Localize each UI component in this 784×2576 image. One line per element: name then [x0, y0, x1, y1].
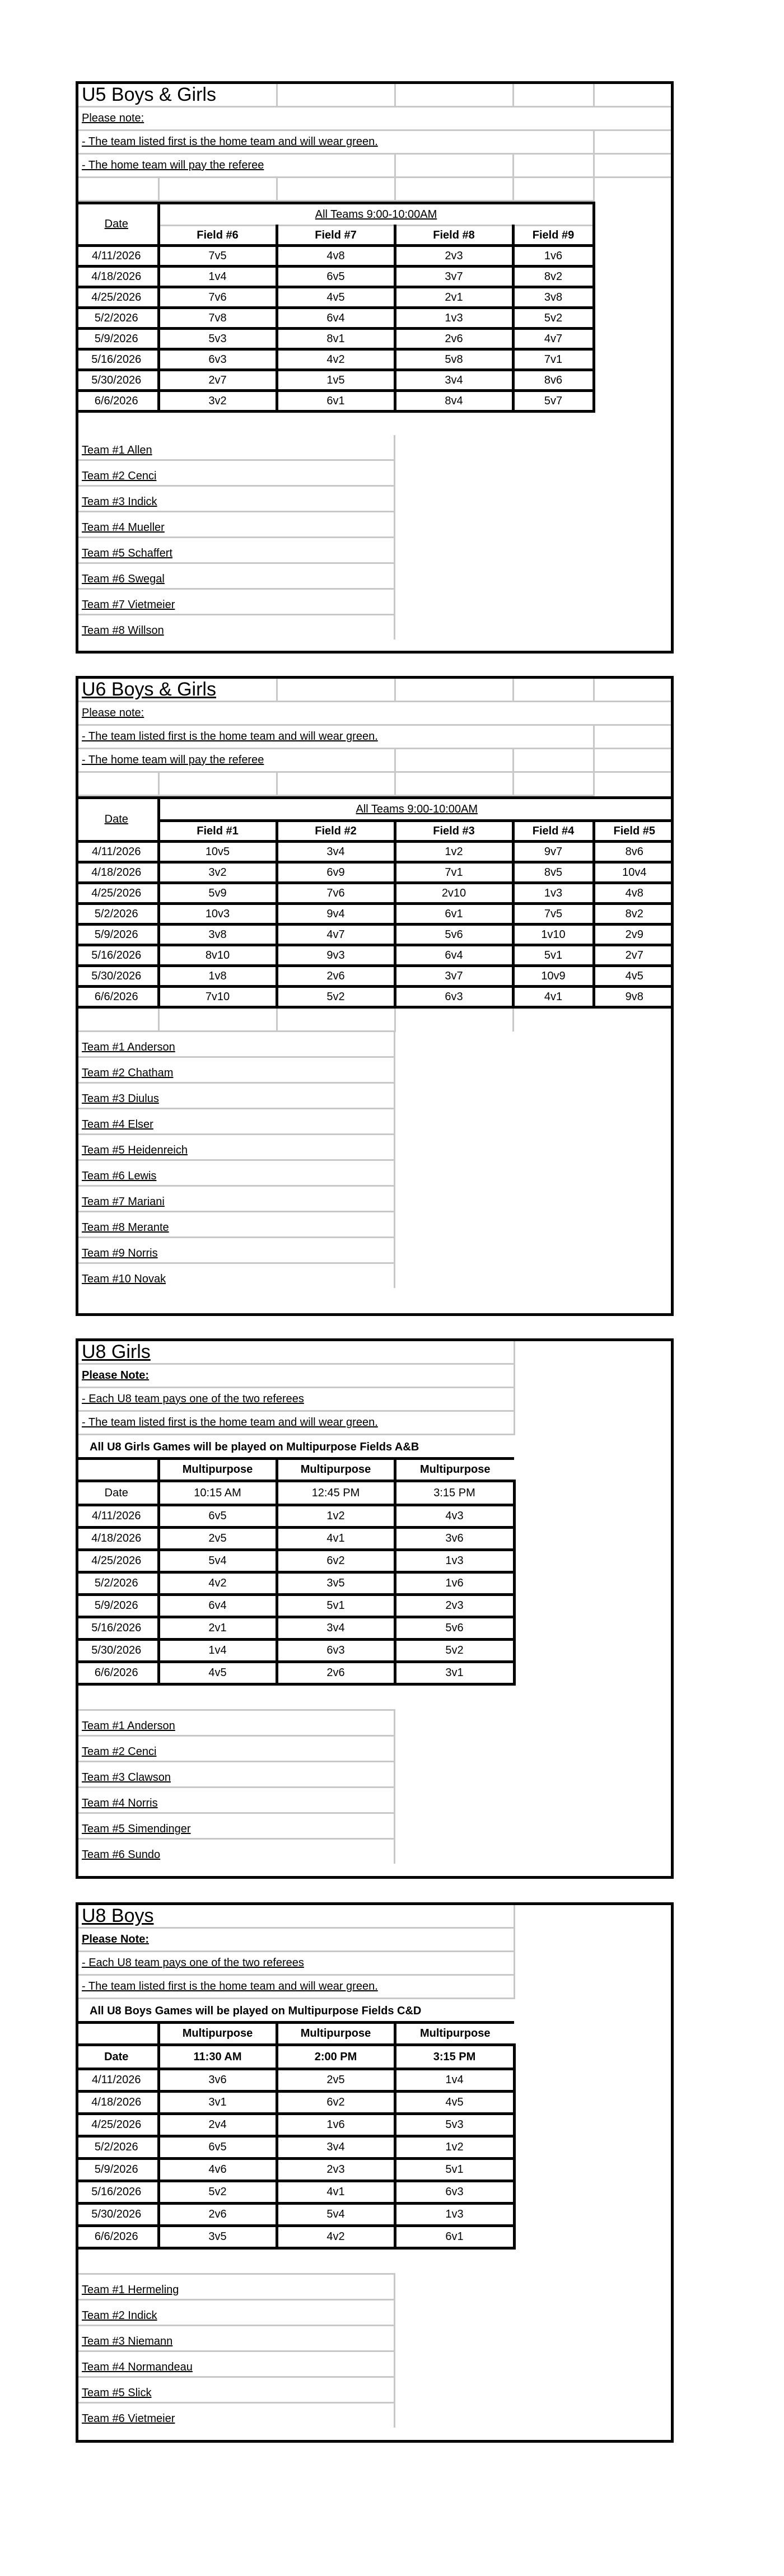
game-cell: 1v3 — [395, 308, 513, 329]
game-cell: 3v2 — [158, 391, 277, 412]
schedule-row — [76, 1595, 514, 1617]
team-list-item: Team #4 Norris — [78, 1788, 395, 1813]
game-cell: 4v5 — [158, 1662, 277, 1684]
game-cell: 3v7 — [395, 966, 513, 987]
schedule-row — [76, 945, 674, 966]
game-cell: 10v9 — [513, 966, 594, 987]
game-cell: 7v8 — [158, 308, 277, 329]
game-cell: 2v1 — [158, 1617, 277, 1640]
game-cell: 7v10 — [158, 987, 277, 1007]
schedule-row — [76, 2136, 514, 2159]
game-cell: 6v2 — [277, 1550, 395, 1572]
date-cell: 5/30/2026 — [76, 2204, 158, 2226]
game-cell: 3v2 — [158, 862, 277, 883]
game-cell: 4v3 — [395, 1505, 514, 1528]
u8b-field-header: Multipurpose — [395, 2023, 514, 2045]
u8g-time-header: 12:45 PM — [277, 1481, 395, 1505]
u8g-banner: All U8 Girls Games will be played on Multipurpose Fields A&B — [90, 1441, 419, 1453]
u6-date-header: Date — [76, 798, 158, 842]
u5-schedule-table — [76, 202, 595, 413]
team-list-item: Team #4 Mueller — [78, 512, 395, 538]
game-cell: 5v4 — [277, 2204, 395, 2226]
u5-field-header: Field #6 — [158, 226, 277, 246]
game-cell: 6v4 — [158, 1595, 277, 1617]
team-list-item: Team #7 Vietmeier — [78, 589, 395, 615]
game-cell: 3v5 — [277, 1572, 395, 1595]
date-cell: 4/25/2026 — [76, 883, 158, 904]
team-list-item: Team #1 Anderson — [78, 1710, 395, 1736]
u8b-section — [76, 1902, 674, 2443]
schedule-row — [76, 329, 594, 349]
game-cell: 1v5 — [277, 370, 395, 391]
date-cell: 5/9/2026 — [76, 329, 158, 349]
game-cell: 5v1 — [513, 945, 594, 966]
team-list-item: Team #1 Hermeling — [78, 2274, 395, 2300]
u6-section — [76, 676, 674, 1316]
schedule-row — [76, 267, 594, 287]
schedule-row — [76, 2226, 514, 2248]
game-cell: 2v3 — [395, 246, 513, 267]
date-cell: 5/2/2026 — [76, 308, 158, 329]
game-cell: 4v7 — [513, 329, 594, 349]
game-cell: 9v4 — [277, 904, 395, 925]
game-cell: 5v8 — [395, 349, 513, 370]
u6-field-header: Field #4 — [513, 821, 594, 842]
u6-notes-grid — [78, 679, 671, 796]
u5-title: U5 Boys & Girls — [82, 84, 216, 105]
game-cell: 6v3 — [158, 349, 277, 370]
u6-note-heading: Please note: — [82, 707, 144, 719]
schedule-row — [76, 2114, 514, 2136]
schedule-row — [76, 966, 674, 987]
game-cell: 2v6 — [158, 2204, 277, 2226]
u6-note-1: - The team listed first is the home team and will wear green. — [82, 730, 378, 743]
u8b-title: U8 Boys — [82, 1905, 154, 1926]
date-cell: 5/9/2026 — [76, 925, 158, 945]
u8b-field-header: Multipurpose — [277, 2023, 395, 2045]
game-cell: 3v4 — [277, 1617, 395, 1640]
game-cell: 4v2 — [277, 2226, 395, 2248]
u5-note-1: - The team listed first is the home team and will wear green. — [82, 136, 378, 148]
team-list-item: Team #5 Simendinger — [78, 1813, 395, 1839]
game-cell: 1v4 — [395, 2069, 514, 2092]
team-list-item: Team #3 Niemann — [78, 2326, 395, 2351]
u8g-time-header: 10:15 AM — [158, 1481, 277, 1505]
u8b-note-2: - The team listed first is the home team and will wear green. — [82, 1980, 378, 1992]
game-cell: 7v5 — [513, 904, 594, 925]
schedule-row — [76, 287, 594, 308]
game-cell: 6v9 — [277, 862, 395, 883]
game-cell: 4v6 — [158, 2159, 277, 2181]
u6-note-2: - The home team will pay the referee — [82, 754, 264, 766]
date-cell: 5/2/2026 — [76, 1572, 158, 1595]
u6-field-header: Field #1 — [158, 821, 277, 842]
game-cell: 5v6 — [395, 1617, 514, 1640]
date-cell: 5/16/2026 — [76, 2181, 158, 2204]
game-cell: 6v3 — [395, 2181, 514, 2204]
schedule-row — [76, 1640, 514, 1662]
u8g-team-list — [78, 1709, 395, 1864]
game-cell: 5v2 — [395, 1640, 514, 1662]
game-cell: 4v5 — [594, 966, 674, 987]
team-list-item: Team #5 Slick — [78, 2377, 395, 2403]
game-cell: 8v4 — [395, 391, 513, 412]
u8b-note-heading: Please Note: — [82, 1933, 150, 1945]
game-cell: 1v4 — [158, 1640, 277, 1662]
date-cell: 5/30/2026 — [76, 1640, 158, 1662]
game-cell: 8v1 — [277, 329, 395, 349]
u8g-title: U8 Girls — [82, 1341, 151, 1362]
team-list-item: Team #2 Cenci — [78, 1736, 395, 1762]
u6-title: U6 Boys & Girls — [82, 679, 216, 700]
team-list-item: Team #2 Cenci — [78, 460, 395, 486]
date-cell: 5/30/2026 — [76, 370, 158, 391]
game-cell: 3v8 — [513, 287, 594, 308]
game-cell: 3v5 — [158, 2226, 277, 2248]
team-list-item: Team #8 Willson — [78, 615, 395, 640]
game-cell: 1v10 — [513, 925, 594, 945]
game-cell: 8v2 — [594, 904, 674, 925]
game-cell: 6v1 — [395, 904, 513, 925]
game-cell: 4v5 — [277, 287, 395, 308]
team-list-item: Team #6 Vietmeier — [78, 2403, 395, 2428]
u8g-date-header: Date — [76, 1481, 158, 1505]
game-cell: 2v3 — [277, 2159, 395, 2181]
game-cell: 1v3 — [395, 2204, 514, 2226]
date-cell: 5/2/2026 — [76, 904, 158, 925]
team-list-item: Team #1 Allen — [78, 435, 395, 460]
game-cell: 10v4 — [594, 862, 674, 883]
date-cell: 6/6/2026 — [76, 1662, 158, 1684]
game-cell: 1v2 — [395, 842, 513, 862]
schedule-row — [76, 370, 594, 391]
u8b-note-1: - Each U8 team pays one of the two referees — [82, 1957, 304, 1969]
game-cell: 6v1 — [395, 2226, 514, 2248]
schedule-row — [76, 308, 594, 329]
team-list-item: Team #1 Anderson — [78, 1032, 395, 1057]
game-cell: 3v1 — [395, 1662, 514, 1684]
u8b-notes-grid — [78, 1905, 515, 1999]
game-cell: 5v2 — [158, 2181, 277, 2204]
team-list-item: Team #4 Elser — [78, 1109, 395, 1135]
team-list-item: Team #7 Mariani — [78, 1186, 395, 1212]
game-cell: 4v2 — [277, 349, 395, 370]
date-cell: 4/11/2026 — [76, 2069, 158, 2092]
date-cell: 4/11/2026 — [76, 842, 158, 862]
schedule-row — [76, 349, 594, 370]
u5-date-header: Date — [76, 203, 158, 246]
u5-note-heading: Please note: — [82, 112, 144, 124]
u8b-banner: All U8 Boys Games will be played on Multipurpose Fields C&D — [90, 2005, 422, 2017]
game-cell: 3v4 — [395, 370, 513, 391]
game-cell: 2v10 — [395, 883, 513, 904]
date-cell: 6/6/2026 — [76, 987, 158, 1007]
schedule-row — [76, 2092, 514, 2114]
schedule-row — [76, 904, 674, 925]
game-cell: 2v7 — [158, 370, 277, 391]
u8g-field-header: Multipurpose — [158, 1459, 277, 1481]
game-cell: 1v3 — [513, 883, 594, 904]
game-cell: 6v5 — [277, 267, 395, 287]
date-cell: 6/6/2026 — [76, 2226, 158, 2248]
u6-team-list — [78, 1032, 395, 1288]
team-list-item: Team #3 Clawson — [78, 1762, 395, 1788]
game-cell: 6v3 — [277, 1640, 395, 1662]
game-cell: 1v2 — [277, 1505, 395, 1528]
u8g-section — [76, 1338, 674, 1879]
date-cell: 5/9/2026 — [76, 1595, 158, 1617]
game-cell: 7v1 — [395, 862, 513, 883]
game-cell: 8v6 — [513, 370, 594, 391]
u8b-date-header: Date — [76, 2045, 158, 2069]
game-cell: 5v2 — [513, 308, 594, 329]
schedule-row — [76, 246, 594, 267]
game-cell: 6v5 — [158, 2136, 277, 2159]
team-list-item: Team #6 Swegal — [78, 563, 395, 589]
u5-team-list — [78, 435, 395, 640]
schedule-row — [76, 1550, 514, 1572]
game-cell: 1v4 — [158, 267, 277, 287]
schedule-row — [76, 2204, 514, 2226]
u8g-field-header: Multipurpose — [395, 1459, 514, 1481]
team-list-item: Team #6 Lewis — [78, 1160, 395, 1186]
u8g-note-heading: Please Note: — [82, 1369, 150, 1382]
schedule-row — [76, 842, 674, 862]
u8g-note-1: - Each U8 team pays one of the two referees — [82, 1393, 304, 1405]
u6-field-header: Field #5 — [594, 821, 674, 842]
game-cell: 5v6 — [395, 925, 513, 945]
game-cell: 5v1 — [277, 1595, 395, 1617]
game-cell: 6v5 — [158, 1505, 277, 1528]
game-cell: 10v5 — [158, 842, 277, 862]
schedule-row — [76, 925, 674, 945]
team-list-item: Team #5 Schaffert — [78, 538, 395, 563]
game-cell: 2v3 — [395, 1595, 514, 1617]
game-cell: 3v6 — [158, 2069, 277, 2092]
game-cell: 6v1 — [277, 391, 395, 412]
game-cell: 5v1 — [395, 2159, 514, 2181]
game-cell: 1v6 — [277, 2114, 395, 2136]
schedule-row — [76, 987, 674, 1007]
team-list-item: Team #8 Merante — [78, 1212, 395, 1238]
game-cell: 7v6 — [158, 287, 277, 308]
game-cell: 5v2 — [277, 987, 395, 1007]
game-cell: 3v6 — [395, 1528, 514, 1550]
game-cell: 2v9 — [594, 925, 674, 945]
game-cell: 4v1 — [513, 987, 594, 1007]
date-cell: 5/16/2026 — [76, 945, 158, 966]
team-list-item: Team #3 Diulus — [78, 1083, 395, 1109]
game-cell: 4v1 — [277, 1528, 395, 1550]
game-cell: 6v3 — [395, 987, 513, 1007]
game-cell: 7v5 — [158, 246, 277, 267]
game-cell: 1v2 — [395, 2136, 514, 2159]
u8g-time-header: 3:15 PM — [395, 1481, 514, 1505]
schedule-row — [76, 1662, 514, 1684]
u5-field-header: Field #9 — [513, 226, 594, 246]
team-list-item: Team #4 Normandeau — [78, 2351, 395, 2377]
team-list-item: Team #6 Sundo — [78, 1839, 395, 1864]
game-cell: 1v3 — [395, 1550, 514, 1572]
date-cell: 4/25/2026 — [76, 287, 158, 308]
game-cell: 2v6 — [277, 1662, 395, 1684]
date-cell: 4/25/2026 — [76, 1550, 158, 1572]
date-cell: 4/18/2026 — [76, 862, 158, 883]
game-cell: 6v2 — [277, 2092, 395, 2114]
game-cell: 6v4 — [277, 308, 395, 329]
game-cell: 4v1 — [277, 2181, 395, 2204]
schedule-row — [76, 2181, 514, 2204]
u8g-notes-grid — [78, 1341, 515, 1435]
u8g-field-header: Multipurpose — [277, 1459, 395, 1481]
schedule-row — [76, 1528, 514, 1550]
u5-section — [76, 81, 674, 654]
u6-time-header: All Teams 9:00-10:00AM — [158, 798, 674, 821]
game-cell: 1v8 — [158, 966, 277, 987]
game-cell: 5v4 — [158, 1550, 277, 1572]
date-cell: 4/25/2026 — [76, 2114, 158, 2136]
u8b-schedule-table — [76, 2021, 516, 2250]
game-cell: 9v3 — [277, 945, 395, 966]
date-cell: 4/18/2026 — [76, 2092, 158, 2114]
game-cell: 2v6 — [395, 329, 513, 349]
u5-field-header: Field #7 — [277, 226, 395, 246]
schedule-row — [76, 2159, 514, 2181]
game-cell: 2v5 — [158, 1528, 277, 1550]
u6-schedule-table — [76, 796, 674, 1009]
game-cell: 2v6 — [277, 966, 395, 987]
game-cell: 2v7 — [594, 945, 674, 966]
schedule-row — [76, 862, 674, 883]
team-list-item: Team #10 Novak — [78, 1263, 395, 1289]
game-cell: 5v3 — [158, 329, 277, 349]
u8b-time-header: 3:15 PM — [395, 2045, 514, 2069]
date-cell: 5/16/2026 — [76, 349, 158, 370]
date-cell: 5/30/2026 — [76, 966, 158, 987]
u8b-team-list — [78, 2273, 395, 2428]
game-cell: 2v1 — [395, 287, 513, 308]
schedule-row — [76, 391, 594, 412]
team-list-item: Team #3 Indick — [78, 486, 395, 512]
game-cell: 7v6 — [277, 883, 395, 904]
game-cell: 8v6 — [594, 842, 674, 862]
u5-time-header: All Teams 9:00-10:00AM — [158, 203, 594, 226]
u8b-field-header: Multipurpose — [158, 2023, 277, 2045]
date-cell: 5/16/2026 — [76, 1617, 158, 1640]
game-cell: 4v2 — [158, 1572, 277, 1595]
game-cell: 1v6 — [513, 246, 594, 267]
u8g-schedule-table — [76, 1457, 516, 1686]
game-cell: 4v8 — [277, 246, 395, 267]
u8b-time-header: 2:00 PM — [277, 2045, 395, 2069]
schedule-row — [76, 883, 674, 904]
game-cell: 3v4 — [277, 2136, 395, 2159]
schedule-row — [76, 2069, 514, 2092]
schedule-row — [76, 1572, 514, 1595]
game-cell: 2v4 — [158, 2114, 277, 2136]
u5-field-header: Field #8 — [395, 226, 513, 246]
date-cell: 6/6/2026 — [76, 391, 158, 412]
game-cell: 3v4 — [277, 842, 395, 862]
game-cell: 3v1 — [158, 2092, 277, 2114]
game-cell: 4v5 — [395, 2092, 514, 2114]
game-cell: 2v5 — [277, 2069, 395, 2092]
game-cell: 9v7 — [513, 842, 594, 862]
u8g-note-2: - The team listed first is the home team and will wear green. — [82, 1416, 378, 1429]
date-cell: 4/11/2026 — [76, 1505, 158, 1528]
date-cell: 4/11/2026 — [76, 246, 158, 267]
game-cell: 8v10 — [158, 945, 277, 966]
game-cell: 4v8 — [594, 883, 674, 904]
schedule-row — [76, 1617, 514, 1640]
u6-field-header: Field #2 — [277, 821, 395, 842]
game-cell: 8v5 — [513, 862, 594, 883]
u8b-time-header: 11:30 AM — [158, 2045, 277, 2069]
game-cell: 8v2 — [513, 267, 594, 287]
game-cell: 3v7 — [395, 267, 513, 287]
date-cell: 4/18/2026 — [76, 267, 158, 287]
game-cell: 7v1 — [513, 349, 594, 370]
game-cell: 4v7 — [277, 925, 395, 945]
team-list-item: Team #2 Chatham — [78, 1057, 395, 1083]
game-cell: 5v9 — [158, 883, 277, 904]
game-cell: 3v8 — [158, 925, 277, 945]
game-cell: 9v8 — [594, 987, 674, 1007]
game-cell: 5v3 — [395, 2114, 514, 2136]
team-list-item: Team #5 Heidenreich — [78, 1135, 395, 1160]
u6-blank-row — [78, 1009, 671, 1032]
date-cell: 4/18/2026 — [76, 1528, 158, 1550]
game-cell: 10v3 — [158, 904, 277, 925]
u5-notes-grid — [78, 84, 671, 202]
schedule-row — [76, 1505, 514, 1528]
u6-field-header: Field #3 — [395, 821, 513, 842]
team-list-item: Team #2 Indick — [78, 2300, 395, 2326]
game-cell: 6v4 — [395, 945, 513, 966]
u5-note-2: - The home team will pay the referee — [82, 159, 264, 171]
date-cell: 5/2/2026 — [76, 2136, 158, 2159]
date-cell: 5/9/2026 — [76, 2159, 158, 2181]
team-list-item: Team #9 Norris — [78, 1238, 395, 1263]
game-cell: 5v7 — [513, 391, 594, 412]
game-cell: 1v6 — [395, 1572, 514, 1595]
